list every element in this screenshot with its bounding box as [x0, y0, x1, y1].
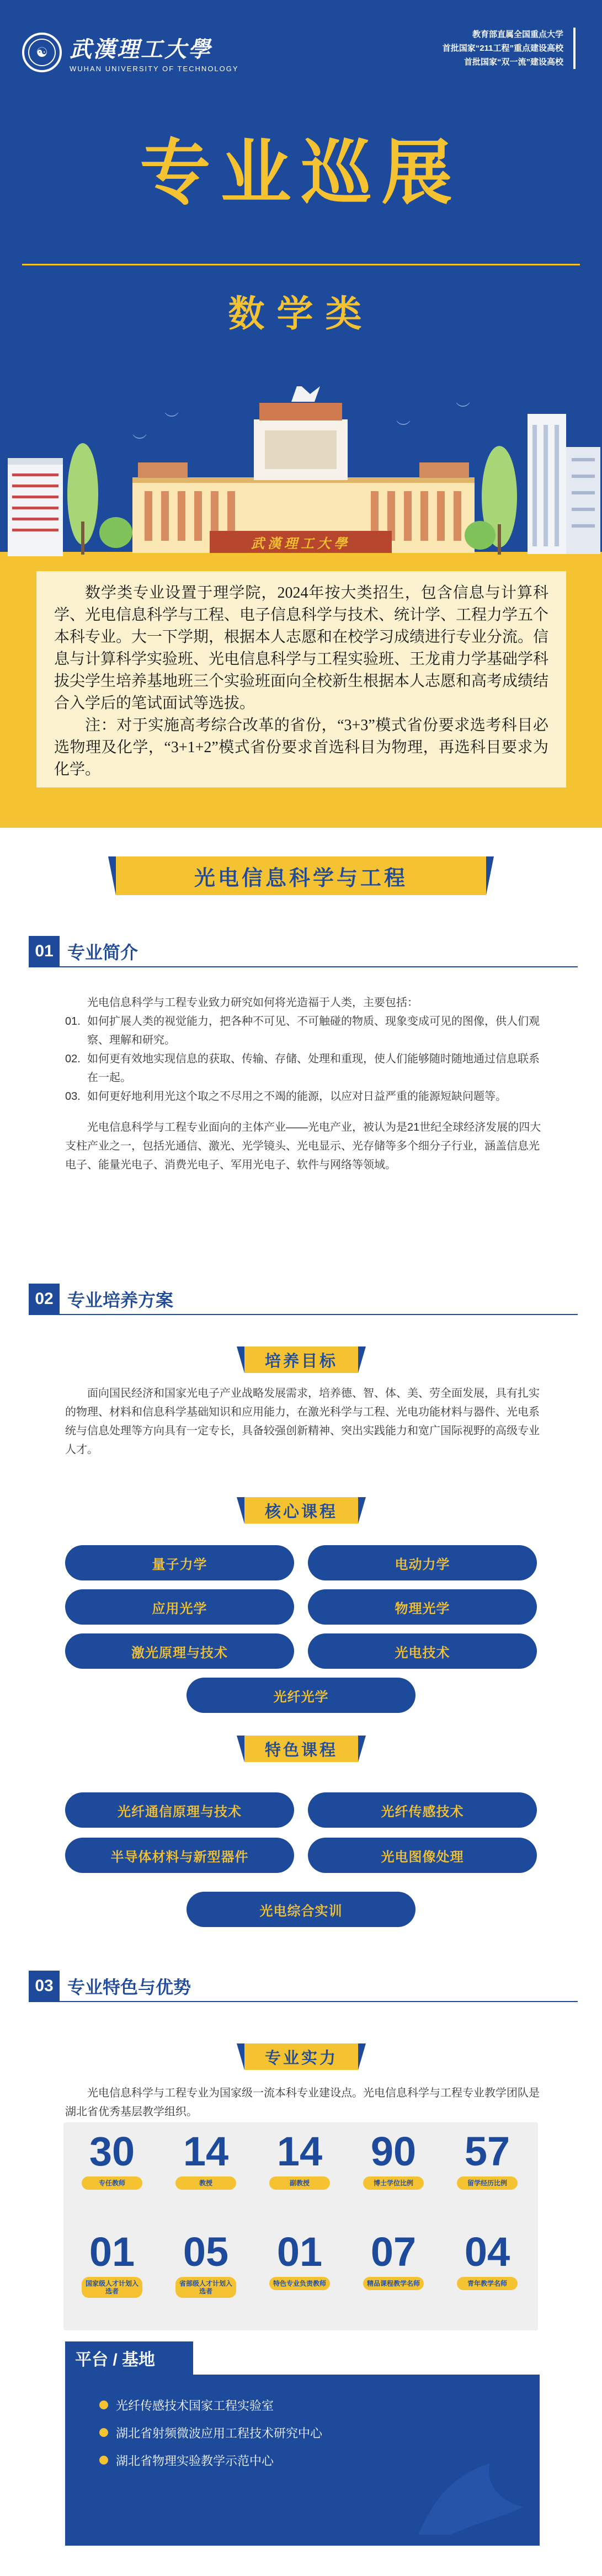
watermark-emblem-icon: [407, 2452, 529, 2540]
feature-course-pill: 光电图像处理: [308, 1838, 537, 1873]
platform-item: 光纤传感技术国家工程实验室: [65, 2391, 540, 2419]
major-intro-text: [65, 993, 544, 1174]
section-header-intro: [29, 936, 578, 967]
school-name-cn: 武漢理工大學: [70, 37, 212, 62]
stat-card: 14 教授: [168, 2127, 243, 2190]
core-course-pill: 光纤光学: [187, 1678, 415, 1713]
main-building: [132, 386, 475, 553]
school-logo: [22, 32, 239, 73]
stat-card: 57 留学经历比例: [450, 2127, 525, 2190]
intro-paragraph: 数学类专业设置于理学院，2024年按大类招生，包含信息与计算科学、光电信息科学与工程、电子信息科学与技术、统计学、工程力学五个本科专业。大一下学期，根据本人志愿和在校学习成绩进行专业分流。信息与计算科学实验班、光电信息科学与工程实验班、王龙甫力学基础学科拔尖学生培养基地班三个实验班面向全校新生根据本人志愿和高考成绩结合入学后的笔试面试等选拔。: [54, 584, 549, 712]
stats-panel: [63, 2122, 538, 2330]
bullet-dot-icon: [99, 2401, 108, 2409]
platform-item: 湖北省物理实验教学示范中心: [65, 2446, 540, 2474]
core-course-pill: 电动力学: [308, 1545, 537, 1580]
section-number: 02: [29, 1284, 60, 1314]
core-course-tag: 核心课程: [244, 1497, 358, 1524]
trees-left: [67, 443, 132, 555]
stat-card: 90 博士学位比例: [356, 2127, 431, 2190]
bullet-dot-icon: [99, 2456, 108, 2465]
stat-card: 14 副教授: [262, 2127, 337, 2190]
stat-card: 07 精品课程教学名师: [356, 2227, 431, 2290]
platform-item: 湖北省射频微波应用工程技术研究中心: [65, 2419, 540, 2446]
intro-box: [36, 571, 566, 787]
hero-subtitle: 数学类: [228, 293, 374, 334]
school-seal-icon: ☯: [22, 33, 62, 72]
section-header-plan: [29, 1284, 578, 1315]
core-course-pill: 物理光学: [308, 1589, 537, 1625]
intro-lead: 光电信息科学与工程专业致力研究如何将光造福于人类，主要包括：: [87, 997, 418, 1009]
stat-card: 05 省部级人才计划入选者: [168, 2227, 243, 2298]
badge-line: 教育部直属全国重点大学: [472, 30, 563, 39]
list-item: 02. 如何更有效地实现信息的获取、传输、存储、处理和重现，使人们能够随时随地通过信息联系在一起。: [65, 1053, 540, 1084]
goal-tag: 培养目标: [244, 1346, 358, 1373]
stat-card: 01 国家级人才计划入选者: [74, 2227, 150, 2298]
core-course-pill: 量子力学: [65, 1545, 294, 1580]
platform-title: 平台 / 基地: [65, 2341, 193, 2375]
core-course-pill: 应用光学: [65, 1589, 294, 1625]
platform-panel: [65, 2375, 540, 2546]
goal-paragraph: 面向国民经济和国家光电子产业战略发展需求，培养德、智、体、美、劳全面发展，具有扎实的物理、材料和信息科学基础知识和应用能力，在激光科学与工程、光电功能材料与器件、光电系统与信息处理等方向具有一定专长，具备较强创新精神、突出实践能力和宽广国际视野的高级专业人才。: [65, 1387, 540, 1456]
stat-card: 01 特色专业负责教师: [262, 2227, 337, 2290]
feature-course-pill: 光电综合实训: [187, 1892, 415, 1927]
right-building: [528, 414, 600, 554]
core-course-pill: 光电技术: [308, 1633, 537, 1669]
bullet-dot-icon: [99, 2428, 108, 2437]
core-course-pill: 激光原理与技术: [65, 1633, 294, 1669]
feature-course-tag: 特色课程: [244, 1736, 358, 1762]
bird-icon: ︶: [456, 401, 471, 418]
major-title: 光电信息科学与工程: [194, 866, 408, 890]
hero-divider: [22, 264, 580, 265]
list-item: 01. 如何扩展人类的视觉能力，把各种不可见、不可触碰的物质、现象变成可见的图像，供人们观察、理解和研究。: [65, 1015, 540, 1046]
list-item: 03. 如何更好地利用光这个取之不尽用之不竭的能源，以应对日益严重的能源短缺问题等。: [65, 1090, 507, 1103]
stat-card: 30 专任教师: [74, 2127, 150, 2190]
hero-title: 专业巡展: [140, 134, 462, 212]
major-title-ribbon: [116, 856, 486, 895]
bird-icon: ︶: [132, 433, 147, 450]
intro-note: 注：对于实施高考综合改革的省份，“3+3”模式省份要求选考科目必选物理及化学，“3+1+2”模式省份要求首选科目为物理，再选科目要求为化学。: [54, 717, 548, 778]
section-number: 01: [29, 936, 60, 967]
strength-paragraph: 光电信息科学与工程专业为国家级一流本科专业建设点。光电信息科学与工程专业教学团队是湖北省优秀基层教学组织。: [65, 2087, 540, 2118]
feature-course-pill: 半导体材料与新型器件: [65, 1838, 294, 1873]
industry-paragraph: 光电信息科学与工程专业面向的主体产业——光电产业，被认为是21世纪全球经济发展的四大支柱产业之一，包括光通信、激光、光学镜头、光电显示、光存储等多个细分子行业，涵盖信息光电子、能量光电子、消费光电子、军用光电子、软件与网络等领域。: [65, 1121, 541, 1171]
badge-line: 首批国家“双一流”建设高校: [464, 57, 563, 67]
strength-text: [65, 2084, 544, 2121]
section-number: 03: [29, 1971, 60, 2002]
feature-course-pill: 光纤通信原理与技术: [65, 1792, 294, 1828]
badge-line: 首批国家“211工程”重点建设高校: [442, 44, 563, 53]
goal-text: [65, 1384, 544, 1459]
gate-sign: 武漢理工大學: [251, 536, 350, 551]
section-title: 专业特色与优势: [67, 1977, 191, 1997]
section-header-advantages: [29, 1971, 578, 2002]
bird-icon: ︶: [164, 411, 179, 428]
school-name-en: WUHAN UNIVERSITY OF TECHNOLOGY: [70, 65, 239, 73]
section-title: 专业简介: [67, 943, 138, 962]
stat-card: 04 青年教学名师: [450, 2227, 525, 2290]
section-title: 专业培养方案: [67, 1290, 174, 1310]
bird-icon: ︶: [396, 419, 411, 436]
strength-tag: 专业实力: [244, 2043, 358, 2070]
school-badges: [443, 28, 576, 69]
left-building: [8, 458, 63, 556]
feature-course-pill: 光纤传感技术: [308, 1792, 537, 1828]
